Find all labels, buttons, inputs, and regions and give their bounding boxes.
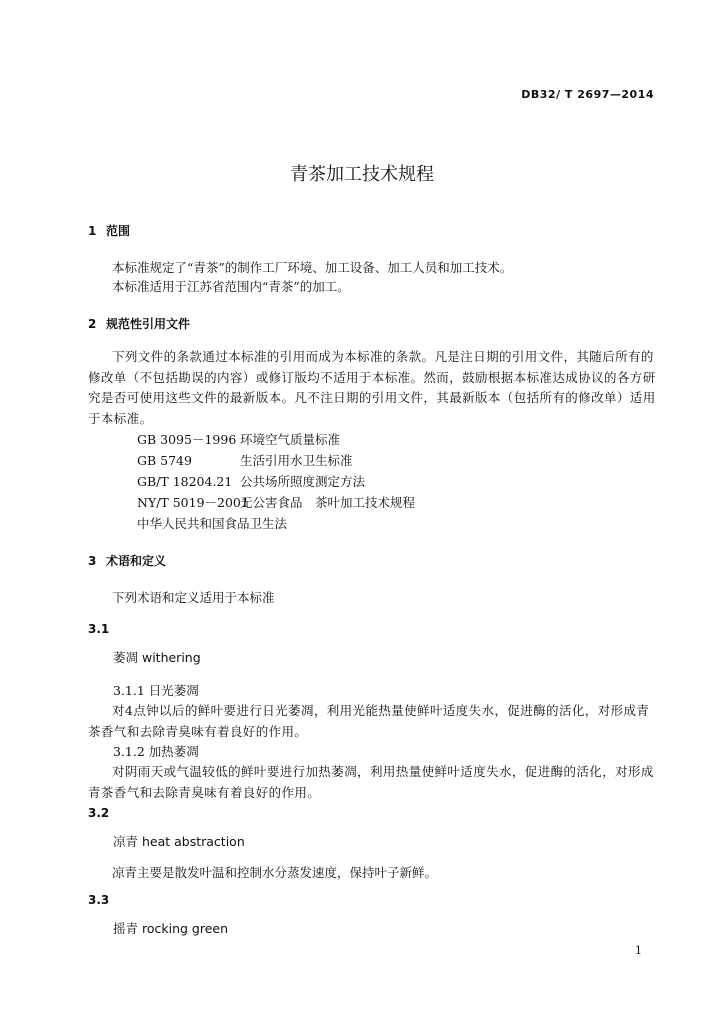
clause-number: 3.1 bbox=[88, 622, 110, 636]
paragraph: 下列术语和定义适用于本标准 bbox=[112, 590, 275, 605]
reference-code: GB 5749 bbox=[137, 453, 192, 468]
term-heading: 摇青 rocking green bbox=[113, 921, 229, 936]
reference-name: 中华人民共和国食品卫生法 bbox=[137, 516, 288, 531]
reference-item bbox=[137, 451, 353, 469]
paragraph: 凉青主要是散发叶温和控制水分蒸发速度，保持叶子新鲜。 bbox=[112, 865, 438, 880]
paragraph: 对阴雨天或气温较低的鲜叶要进行加热萎凋，利用热量使鲜叶适度失水，促进酶的活化，对形成青茶香气和去除青臭味有着良好的作用。 bbox=[88, 764, 654, 800]
reference-code: GB/T 18204.21 bbox=[137, 474, 233, 489]
section-1-heading bbox=[88, 222, 130, 239]
reference-item bbox=[137, 430, 340, 448]
reference-code: GB 3095－1996 bbox=[137, 432, 237, 447]
section-title: 规范性引用文件 bbox=[106, 317, 191, 331]
section-number: 1 bbox=[88, 224, 97, 238]
standard-code: DB32/ T 2697—2014 bbox=[521, 88, 654, 101]
reference-name: 生活引用水卫生标准 bbox=[240, 453, 353, 468]
section-3-heading bbox=[88, 552, 166, 569]
paragraph: 对4点钟以后的鲜叶要进行日光萎凋，利用光能热量使鲜叶适度失水，促进酶的活化，对形成青茶香气和去除青臭味有着良好的作用。 bbox=[88, 703, 650, 739]
section-title: 范围 bbox=[106, 224, 131, 238]
section-number: 2 bbox=[88, 317, 97, 331]
reference-name: 环境空气质量标准 bbox=[240, 432, 341, 447]
subclause-title: 3.1.2 加热萎凋 bbox=[113, 744, 199, 759]
page-number: 1 bbox=[635, 944, 642, 957]
reference-item bbox=[137, 472, 365, 490]
section-title: 术语和定义 bbox=[106, 554, 167, 568]
clause-number: 3.2 bbox=[88, 806, 110, 820]
section-number: 3 bbox=[88, 554, 97, 568]
reference-item bbox=[137, 493, 415, 511]
reference-code: NY/T 5019－2001 bbox=[137, 495, 249, 510]
reference-name: 无公害食品 茶叶加工技术规程 bbox=[240, 495, 416, 510]
reference-item bbox=[137, 514, 287, 532]
clause-number: 3.3 bbox=[88, 893, 110, 907]
subclause-title: 3.1.1 日光萎凋 bbox=[113, 683, 199, 698]
paragraph: 本标准规定了“青茶”的制作工厂环境、加工设备、加工人员和加工技术。 bbox=[112, 260, 513, 275]
section-2-heading bbox=[88, 315, 190, 332]
paragraph: 下列文件的条款通过本标准的引用而成为本标准的条款。凡是注日期的引用文件，其随后所有的修改单（不包括勘误的内容）或修订版均不适用于本标准。然而，鼓励根据本标准达成协议的各方研究是否可使用这些文件的最新版本。凡不注日期的引用文件，其最新版本（包括所有的修改单）适用于本标准。 bbox=[88, 349, 656, 426]
document-title: 青茶加工技术规程 bbox=[290, 164, 434, 185]
term-heading: 凉青 heat abstraction bbox=[113, 834, 245, 849]
reference-name: 公共场所照度测定方法 bbox=[240, 474, 366, 489]
paragraph: 本标准适用于江苏省范围内“青茶”的加工。 bbox=[112, 279, 350, 294]
term-heading: 萎凋 withering bbox=[113, 650, 201, 665]
